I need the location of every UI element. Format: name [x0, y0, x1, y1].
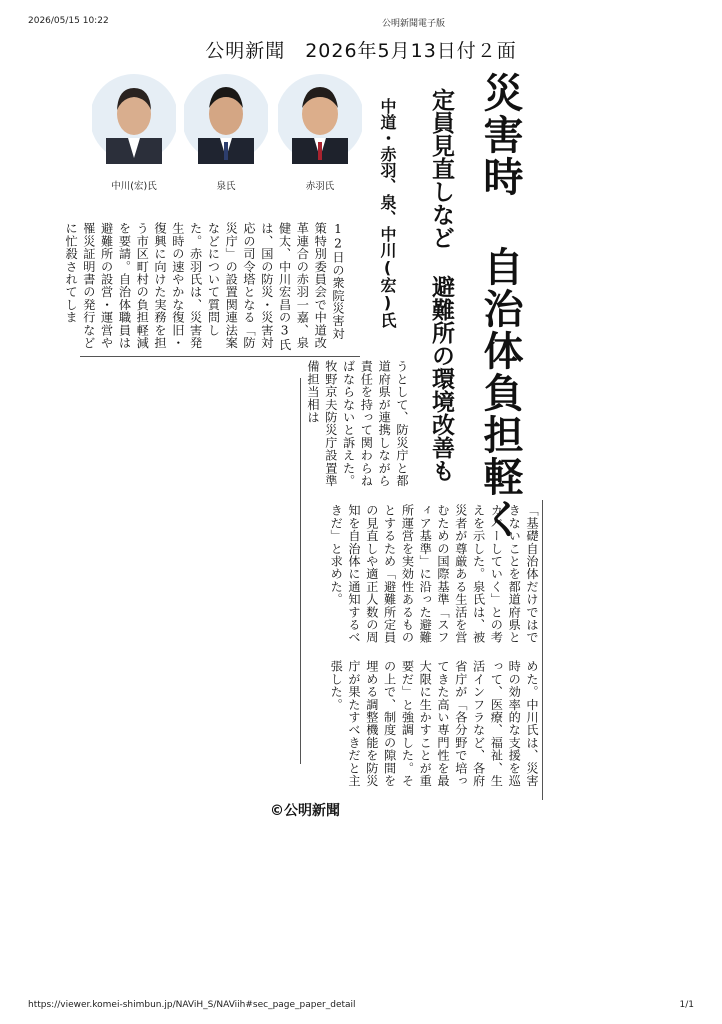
- column-divider-right: [542, 500, 543, 800]
- column-divider: [80, 356, 360, 357]
- headline-sub: 定員見直しなど 避難所の環境改善も: [428, 88, 454, 482]
- photo-akaba: [278, 72, 362, 164]
- article-column-3: 「基礎自治体だけではできないことを都道府県とカバーしていく」との考えを示した。泉氏は、被災者が尊厳ある生活を営むための国際基準「スフィア基準」に沿った避難所運営を実効性あるものとするため「避難所定員の見直しや適正人数の周知を自治体に通知するべきだ」と求めた。: [329, 504, 539, 644]
- article-column-2: うとして、防災庁と都道府県が連携しながら責任を持って関わらねばならないと訴えた。牧野京夫防災庁設置準備担当相は: [306, 360, 409, 487]
- byline: 中道・赤羽、泉、中川(宏)氏: [378, 98, 397, 328]
- caption-izumi: 泉氏: [216, 181, 236, 192]
- print-timestamp: 2026/05/15 10:22: [28, 16, 109, 26]
- site-name: 公明新聞電子版: [382, 19, 446, 29]
- caption-nakagawa: 中川(宏)氏: [111, 181, 157, 192]
- column-divider-vertical: [300, 378, 301, 764]
- article-column-4: めた。中川氏は、災害時の効率的な支援を巡って、医療、福祉、生活インフラなど、各府省庁が「各分野で培ってきた高い専門性を最大限に生かすことが重要だ」と強調した。その上で、制度の隙間を埋める調整機能を防災庁が果たすべきだと主張した。: [329, 660, 539, 787]
- photo-izumi: [184, 72, 268, 164]
- masthead: 公明新聞 2026年5月13日付２面: [205, 40, 517, 62]
- copyright: ©公明新聞: [270, 803, 340, 819]
- photo-nakagawa: [92, 72, 176, 164]
- caption-akaba: 赤羽氏: [305, 181, 335, 192]
- article-column-1: 12日の衆院災害対策特別委員会で中道改革連合の赤羽一嘉、泉健太、中川宏昌の3氏は、国の防災・災害対応の司令塔となる「防災庁」の設置関連法案などについて質問した。赤羽氏は、災害発生時の速やかな復旧・復興に向けた実務を担う市区町村の負担軽減を要請。自治体職員は避難所の設営・運営や罹災証明書の発行などに忙殺されてしま: [64, 222, 345, 351]
- footer-page-number: 1/1: [679, 1000, 694, 1010]
- footer-url[interactable]: https://viewer.komei-shimbun.jp/NAViH_S/NAViih#sec_page_paper_detail: [28, 1000, 356, 1010]
- headline-main: 災害時 自治体負担軽く: [477, 72, 523, 540]
